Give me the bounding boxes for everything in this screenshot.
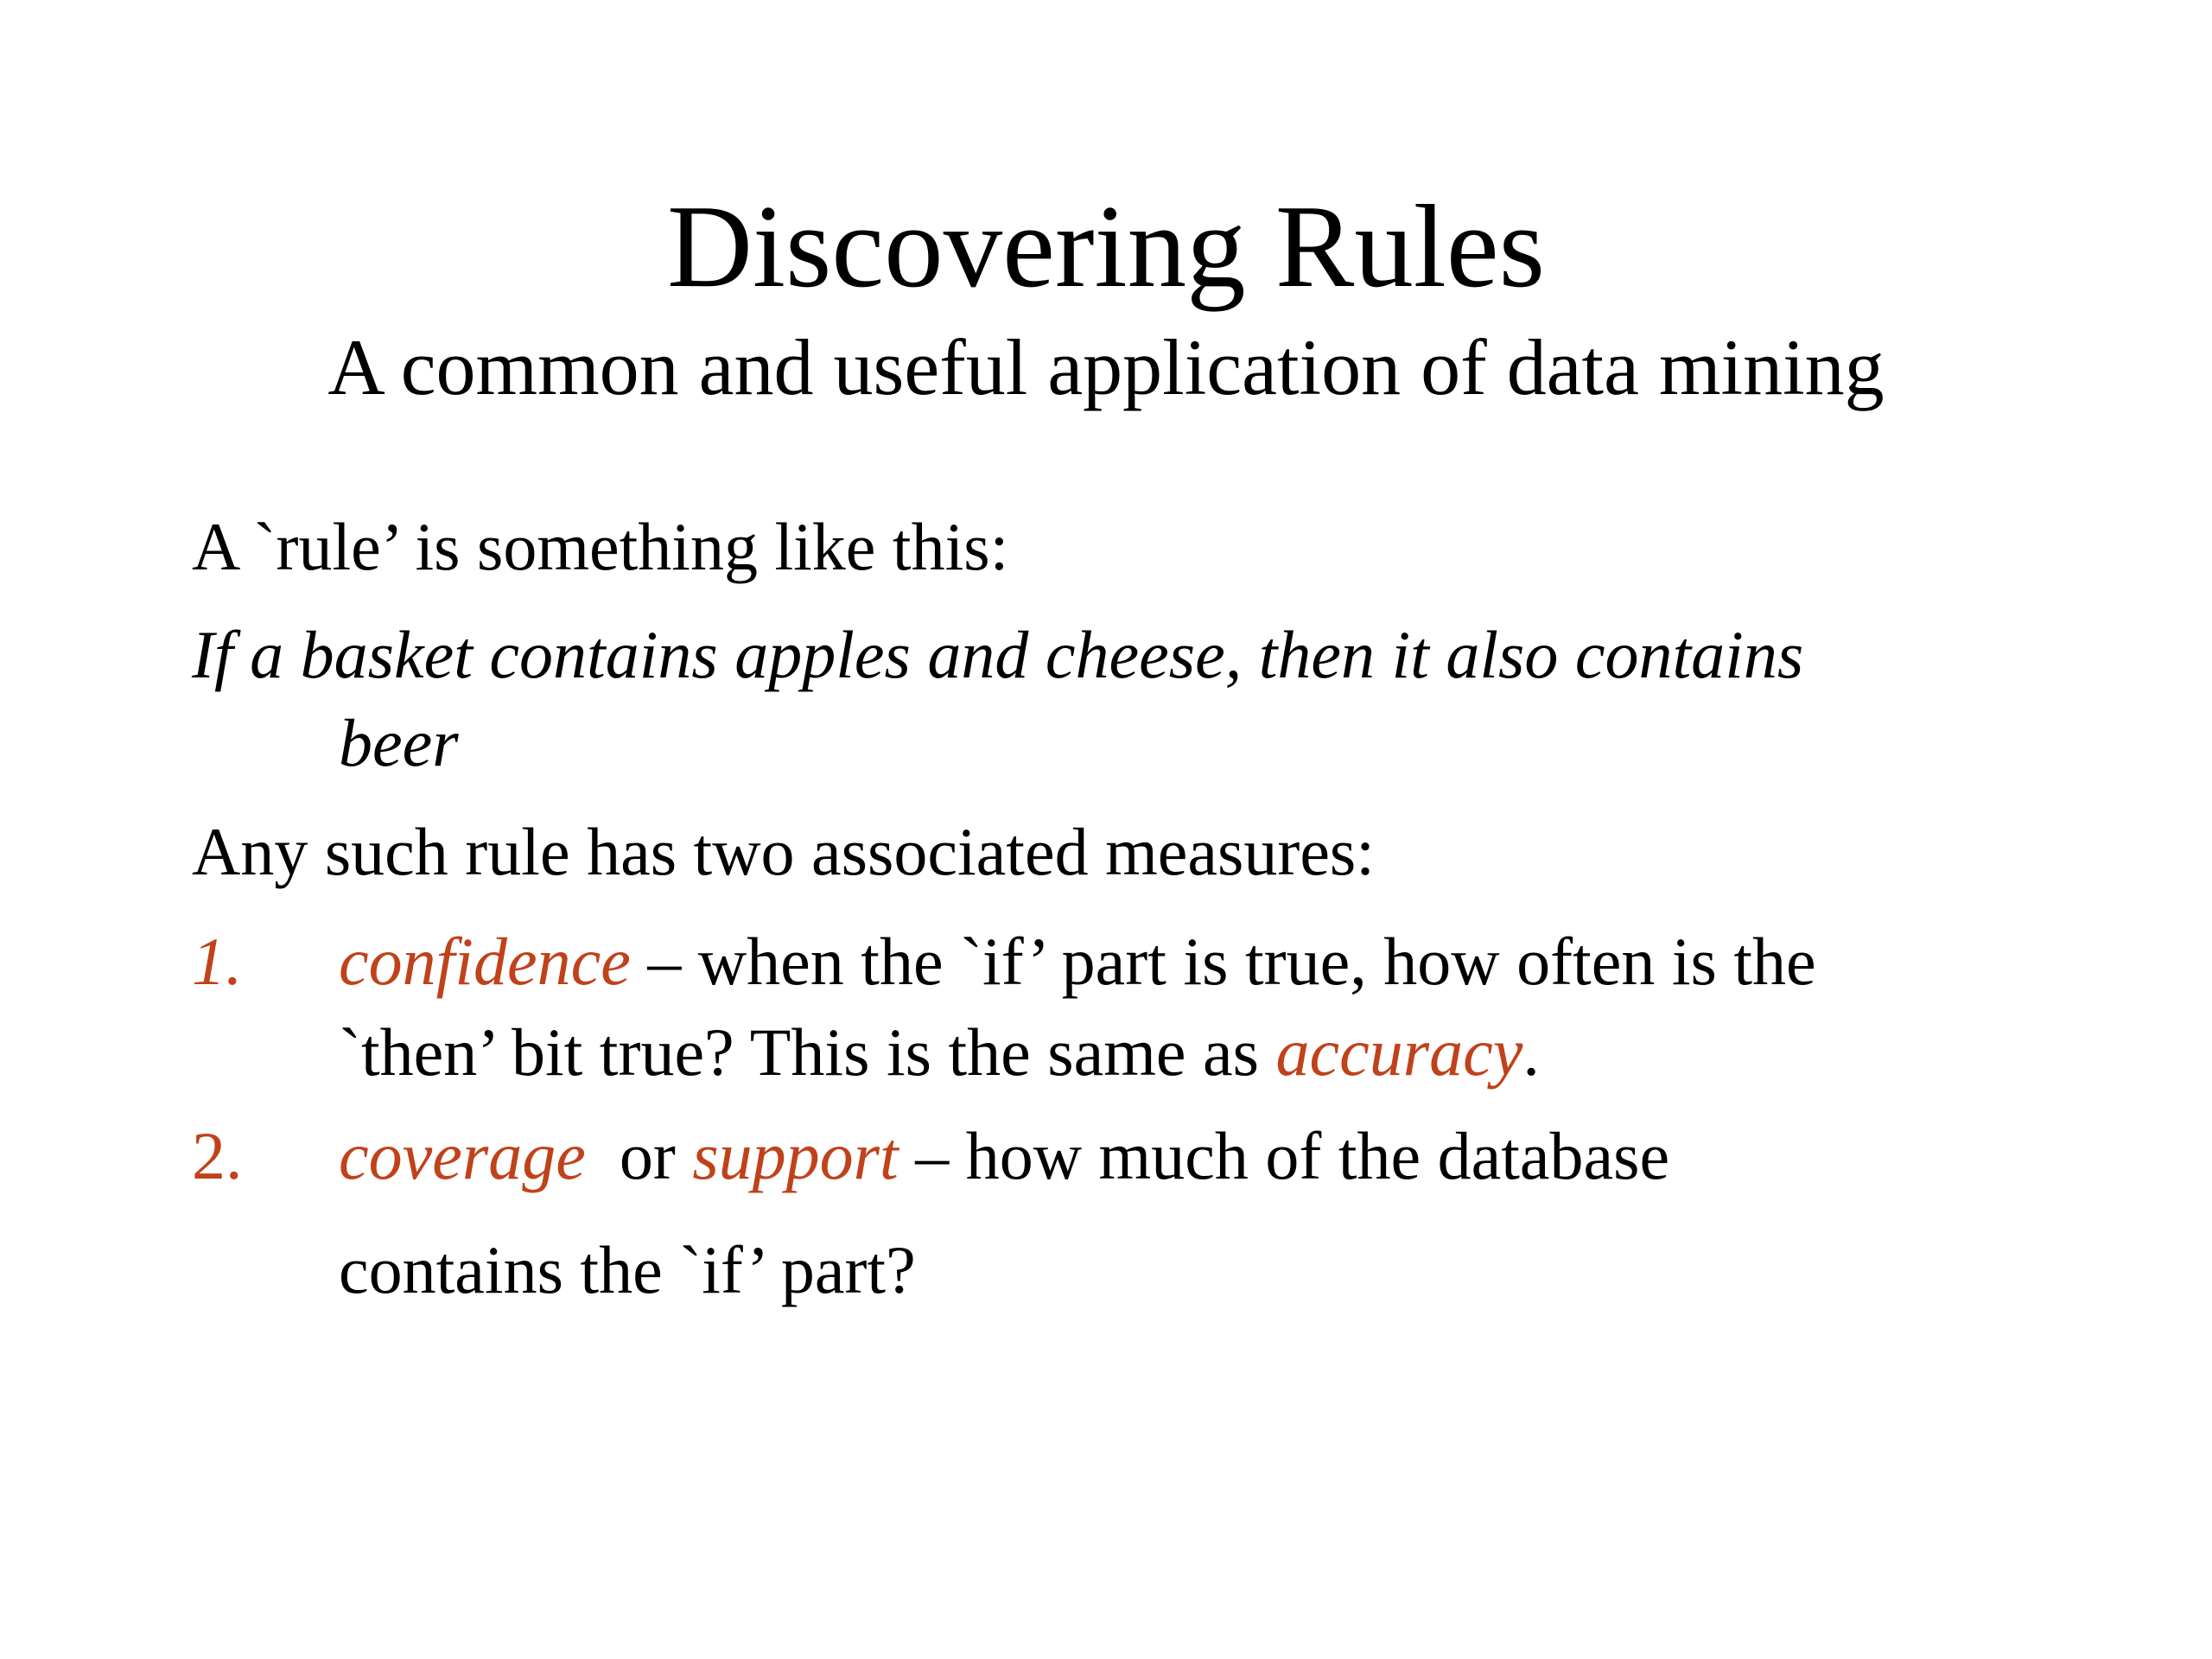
term-accuracy: accuracy xyxy=(1275,1014,1523,1090)
list-item-2-line-1 xyxy=(339,1115,1669,1198)
list-item-1-line-1 xyxy=(339,920,1816,1003)
list-item-1-text-c: . xyxy=(1522,1014,1540,1090)
list-item-2-text-a: or xyxy=(585,1118,693,1193)
term-coverage: coverage xyxy=(339,1118,586,1193)
rule-example-line-1: If a basket contains apples and cheese, then it also contains xyxy=(192,617,1804,692)
slide-subtitle: A common and useful application of data mining xyxy=(327,323,1885,411)
list-number-2: 2. xyxy=(192,1118,243,1193)
list-item-1-line-2 xyxy=(339,1011,1540,1094)
measures-intro: Any such rule has two associated measures: xyxy=(192,814,1375,889)
list-item-2-line-2: contains the `if’ part? xyxy=(339,1232,916,1307)
term-support: support xyxy=(692,1118,899,1193)
list-number-1: 1. xyxy=(192,924,243,999)
rule-example-line-2: beer xyxy=(339,705,459,780)
list-item-1-text-b: `then’ bit true? This is the same as xyxy=(339,1014,1276,1090)
slide-title: Discovering Rules xyxy=(667,181,1545,312)
term-confidence: confidence xyxy=(339,924,631,999)
list-item-1-text-a: – when the `if’ part is true, how often is the xyxy=(630,924,1816,999)
list-item-2-text-b: – how much of the database xyxy=(898,1118,1670,1193)
rule-intro: A `rule’ is something like this: xyxy=(192,509,1009,584)
